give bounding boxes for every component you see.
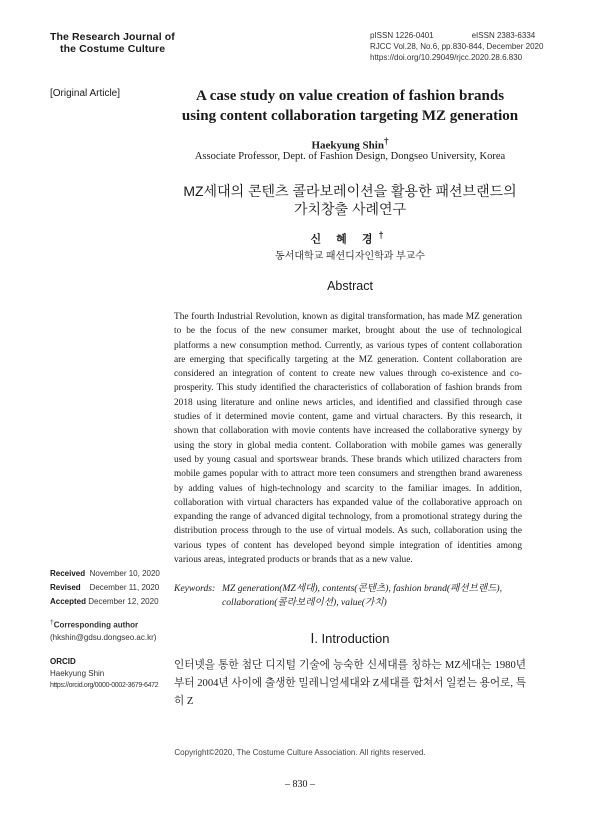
title-english-line1: A case study on value creation of fashion brands (195, 88, 505, 104)
section-heading-introduction: Ⅰ. Introduction (310, 631, 390, 646)
corresponding-author (50, 617, 156, 644)
revised-date: December 11, 2020 (89, 583, 160, 592)
affiliation-english: Associate Professor, Dept. of Fashion Design, Dongseo University, Korea (194, 151, 506, 162)
author-name: Haekyung Shin (311, 139, 384, 152)
doi-link[interactable]: https://doi.org/10.29049/rjcc.2020.28.6.830 (370, 53, 523, 62)
author-dagger: † (383, 136, 389, 146)
title-english (160, 86, 540, 126)
keywords (174, 582, 524, 610)
page-number: – 830 – (285, 779, 315, 790)
citation: RJCC Vol.28, No.6, pp.830-844, December 2020 (370, 42, 544, 51)
keywords-line2: collaboration(콜라보레이션), value(가치) (222, 597, 387, 608)
accepted-label: Accepted (50, 597, 87, 606)
corr-dagger: † (50, 619, 54, 626)
corr-email[interactable]: (hkshin@gdsu.dongseo.ac.kr) (50, 632, 157, 642)
title-korean-line2: 가치창출 사례연구 (293, 201, 407, 217)
title-korean-line1: MZ세대의 콘텐츠 콜라보레이션을 활용한 패션브랜드의 (183, 183, 517, 199)
copyright-notice: Copyright©2020, The Costume Culture Association. All rights reserved. (174, 748, 426, 757)
accepted-date: December 12, 2020 (88, 597, 159, 606)
journal-metadata (370, 30, 550, 63)
pissn: pISSN 1226-0401 (370, 31, 434, 40)
article-type: [Original Article] (50, 88, 121, 99)
affiliation-korean: 동서대학교 패션디자인학과 부교수 (275, 251, 425, 262)
orcid-block (50, 656, 158, 692)
keywords-label: Keywords: (174, 583, 216, 594)
journal-name (50, 31, 175, 55)
eissn: eISSN 2383-6334 (471, 31, 536, 40)
journal-name-line2: the Costume Culture (60, 43, 166, 55)
author-korean-name: 신 혜 경 (310, 233, 379, 246)
title-korean (160, 182, 540, 218)
received-label: Received (50, 569, 86, 578)
abstract-body: The fourth Industrial Revolution, known as digital transformation, has made MZ generation to be the focus of the new consumer market, brought about the use of technological platforms a new consumption method. Currently, as various types of content collaboration are emerging that specifically targeting at the MZ generation. Content collaboration are considered an integration of content to create new values through co-existence and co-prosperity. This study identified the characteristics of collaboration of fashion brands from 2018 using literature and online news articles, and identified and classified through case studies of it determined movie content, game and virtual characters. By this research, it shown that collaboration with movie contents have increased the collaborative synergy by using the story in global media content. Collaboration with mobile games was generally used by young casual and sportswear brands. These brands which utilized characters from mobile games popular with to attract more teen consumers and strengthen brand awareness by adding values of high-technology and scarcity to the familiar images. In addition, collaboration with virtual characters has expanded value of the collaborative approach on expanding the range of advanced digital technology, from a promotional strategy during the distribution process through to the use of virtual models. As such, collaboration using the various types of content has developed beyond simple integration of identities among various areas, integrated products or brands that as a new value. (174, 312, 522, 566)
orcid-label: ORCID (50, 657, 76, 666)
introduction-body: 인터넷을 통한 첨단 디지털 기술에 능숙한 신세대를 칭하는 MZ세대는 1980년부터 2004년 사이에 출생한 밀레니얼세대와 Z세대를 합쳐서 일컫는 용어로, 특히 Z (174, 660, 526, 707)
received-date: November 10, 2020 (89, 569, 160, 578)
submission-dates (50, 567, 160, 609)
title-english-line2: using content collaboration targeting MZ generation (181, 108, 519, 124)
author-english (160, 136, 540, 152)
revised-label: Revised (50, 583, 81, 592)
author-korean-dagger: † (378, 230, 390, 240)
orcid-name: Haekyung Shin (50, 669, 105, 678)
journal-name-line1: The Research Journal of (50, 31, 175, 43)
abstract-heading: Abstract (327, 279, 373, 293)
corr-label: Corresponding author (53, 620, 139, 630)
orcid-link[interactable]: https://orcid.org/0000-0002-3679-6472 (50, 682, 159, 689)
author-korean (160, 230, 540, 247)
keywords-line1: MZ generation(MZ세대), contents(콘텐츠), fashion brand(패션브랜드), (222, 583, 502, 594)
